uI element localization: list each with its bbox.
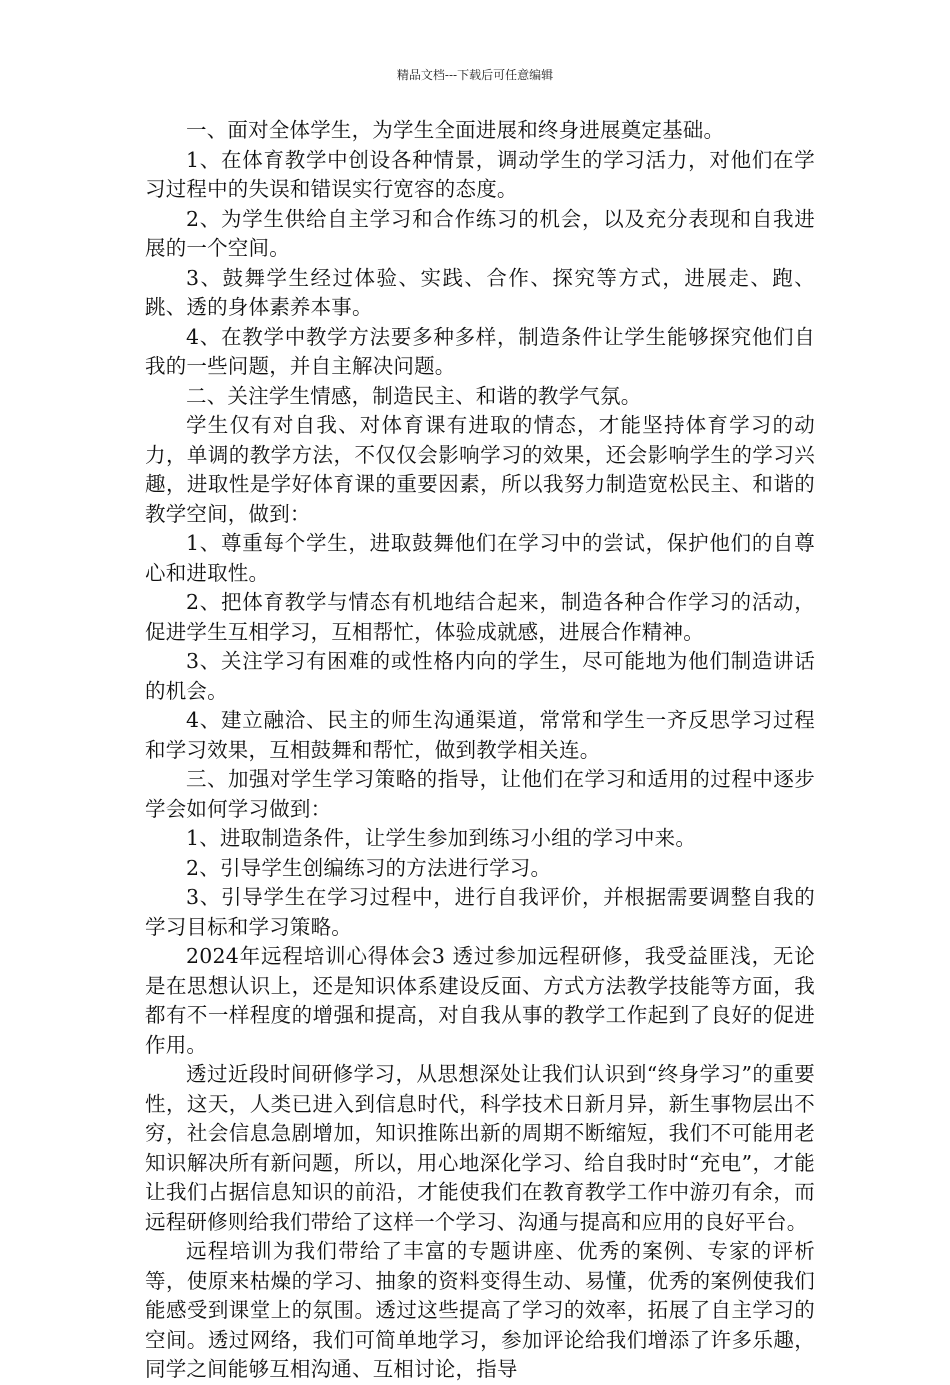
paragraph: 1、在体育教学中创设各种情景，调动学生的学习活力，对他们在学习过程中的失误和错误实行宽容的态度。 [145,147,815,201]
paragraph: 1、尊重每个学生，进取鼓舞他们在学习中的尝试，保护他们的自尊心和进取性。 [145,531,815,585]
paragraph: 2、为学生供给自主学习和合作练习的机会，以及充分表现和自我进展的一个空间。 [145,206,815,260]
paragraph: 远程培训为我们带给了丰富的专题讲座、优秀的案例、专家的评析等，使原来枯燥的学习、抽象的资料变得生动、易懂，优秀的案例使我们能感受到课堂上的氛围。透过这些提高了学习的效率，拓展了自主学习的空间。透过网络，我们可简单地学习，参加评论给我们增添了许多乐趣，同学之间能够互相沟通、互相讨论，指导 [145,1239,815,1381]
paragraph: 三、加强对学生学习策略的指导，让他们在学习和适用的过程中逐步学会如何学习做到： [145,767,815,821]
paragraph: 2、把体育教学与情态有机地结合起来，制造各种合作学习的活动，促进学生互相学习，互相帮忙，体验成就感，进展合作精神。 [145,590,815,644]
page-header: 精品文档---下载后可任意编辑 [396,68,554,82]
paragraph: 二、关注学生情感，制造民主、和谐的教学气氛。 [186,383,642,408]
paragraph: 1、进取制造条件，让学生参加到练习小组的学习中来。 [186,826,697,850]
document-body [145,116,815,1385]
paragraph: 3、引导学生在学习过程中，进行自我评价，并根据需要调整自我的学习目标和学习策略。 [145,885,815,939]
paragraph: 3、鼓舞学生经过体验、实践、合作、探究等方式，进展走、跑、跳、透的身体素养本事。 [145,265,815,319]
paragraph: 2024年远程培训心得体会3 透过参加远程研修，我受益匪浅，无论是在思想认识上，还是知识体系建设反面、方式方法教学技能等方面，我都有不一样程度的增强和提高，对自我从事的教学工作起到了良好的促进作用。 [145,944,815,1057]
paragraph: 4、在教学中教学方法要多种多样，制造条件让学生能够探究他们自我的一些问题，并自主解决问题。 [145,324,815,378]
paragraph: 2、引导学生创编练习的方法进行学习。 [186,855,552,880]
paragraph: 3、关注学习有困难的或性格内向的学生，尽可能地为他们制造讲话的机会。 [145,649,815,703]
paragraph: 透过近段时间研修学习，从思想深处让我们认识到“终身学习”的重要性，这天，人类已进入到信息时代，科学技术日新月异，新生事物层出不穷，社会信息急剧增加，知识推陈出新的周期不断缩短，我们不可能用老知识解决所有新问题，所以，用心地深化学习、给自我时时“充电”，才能让我们占据信息知识的前沿，才能使我们在教育教学工作中游刃有余，而远程研修则给我们带给了这样一个学习、沟通与提高和应用的良好平台。 [145,1062,815,1234]
paragraph: 学生仅有对自我、对体育课有进取的情态，才能坚持体育学习的动力，单调的教学方法，不仅仅会影响学习的效果，还会影响学生的学习兴趣，进取性是学好体育课的重要因素，所以我努力制造宽松民主、和谐的教学空间，做到： [145,413,815,526]
paragraph: 一、面对全体学生，为学生全面进展和终身进展奠定基础。 [186,118,725,142]
paragraph: 4、建立融洽、民主的师生沟通渠道，常常和学生一齐反思学习过程和学习效果，互相鼓舞和帮忙，做到教学相关连。 [145,708,815,762]
